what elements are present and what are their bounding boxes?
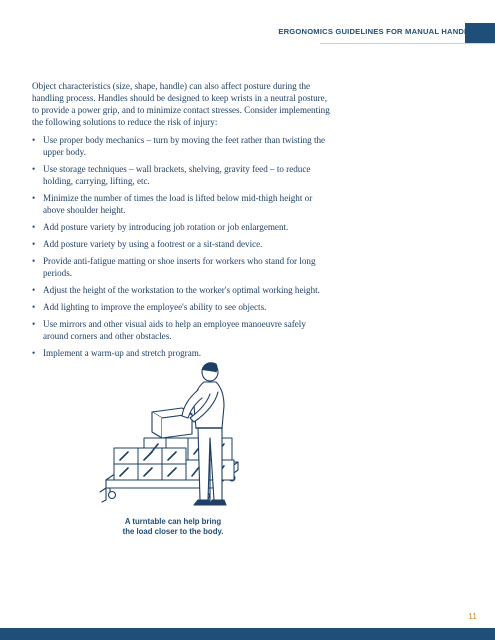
- list-item: [32, 284, 332, 296]
- bullet-icon: •: [32, 135, 36, 145]
- list-item-text: Use mirrors and other visual aids to help an employee manoeuvre safely around corners and other obstacles.: [43, 319, 306, 341]
- list-item-text: Add posture variety by introducing job rotation or job enlargement.: [43, 222, 289, 232]
- list-item-text: Add lighting to improve the employee's ability to see objects.: [43, 302, 267, 312]
- list-item-text: Minimize the number of times the load is lifted below mid-thigh height or above shoulder height.: [43, 193, 313, 215]
- page-number: 11: [468, 611, 477, 621]
- running-header: ERGONOMICS GUIDELINES FOR MANUAL HANDLING: [278, 27, 483, 36]
- bullet-icon: •: [32, 285, 36, 295]
- figure-caption: A turntable can help bring the load closer to the body.: [122, 517, 224, 536]
- list-item-text: Use storage techniques – wall brackets, shelving, gravity feed – to reduce holding, carrying, lifting, etc.: [43, 164, 311, 186]
- bullet-icon: •: [32, 256, 36, 266]
- list-item: [32, 318, 332, 342]
- body-text: [32, 80, 332, 364]
- list-item: [32, 238, 332, 250]
- list-item: [32, 134, 332, 158]
- list-item-text: Implement a warm-up and stretch program.: [43, 348, 202, 358]
- list-item-text: Add posture variety by using a footrest or a sit-stand device.: [43, 239, 263, 249]
- list-item: [32, 301, 332, 313]
- list-item: [32, 192, 332, 216]
- list-item: [32, 255, 332, 279]
- list-item-text: Adjust the height of the workstation to the worker's optimal working height.: [43, 285, 320, 295]
- bullet-icon: •: [32, 348, 36, 358]
- list-item: [32, 163, 332, 187]
- worker-turntable-illustration-icon: [98, 350, 248, 515]
- list-item: [32, 221, 332, 233]
- bullet-icon: •: [32, 193, 36, 203]
- footer-bar: [0, 628, 495, 640]
- solutions-list: [32, 134, 332, 359]
- bullet-icon: •: [32, 239, 36, 249]
- bullet-icon: •: [32, 164, 36, 174]
- bullet-icon: •: [32, 222, 36, 232]
- bullet-icon: •: [32, 319, 36, 329]
- bullet-icon: •: [32, 302, 36, 312]
- intro-paragraph: Object characteristics (size, shape, handle) can also affect posture during the handling process. Handles should be designed to keep wrists in a neutral posture, to provide a power grip, and to minimize contact stresses. Consider implementing the following solutions to reduce the risk of injury:: [32, 81, 330, 127]
- list-item-text: Use proper body mechanics – turn by moving the feet rather than twisting the upper body.: [43, 135, 326, 157]
- header-rule: [320, 43, 495, 44]
- list-item-text: Provide anti-fatigue matting or shoe inserts for workers who stand for long periods.: [43, 256, 316, 278]
